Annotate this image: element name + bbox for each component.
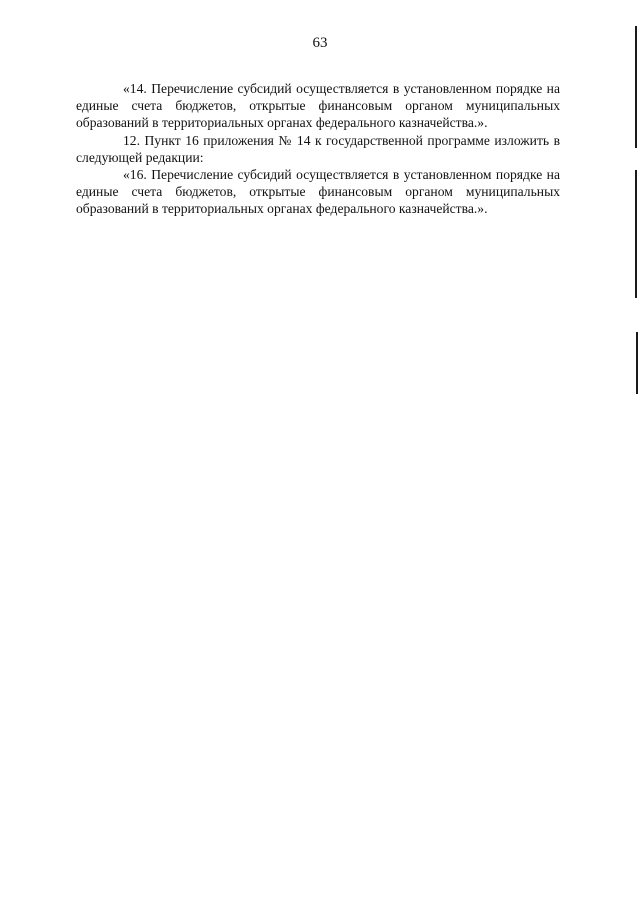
document-body (76, 80, 560, 218)
page-number: 63 (312, 35, 328, 51)
scan-edge-mark (636, 332, 638, 394)
paragraph-12-amendment: 12. Пункт 16 приложения № 14 к государственной программе изложить в следующей редакции: (76, 132, 560, 165)
scan-edge-mark (635, 26, 637, 148)
scan-edge-mark (635, 170, 637, 298)
paragraph-16-text: «16. Перечисление субсидий осуществляется в установленном порядке на единые счета бюджетов, открытые финансовым органом муниципальных образований в территориальных органах федерального казначейства.». (76, 167, 560, 217)
paragraph-14-text: «14. Перечисление субсидий осуществляется в установленном порядке на единые счета бюджетов, открытые финансовым органом муниципальных образований в территориальных органах федерального казначейства.». (76, 81, 560, 131)
